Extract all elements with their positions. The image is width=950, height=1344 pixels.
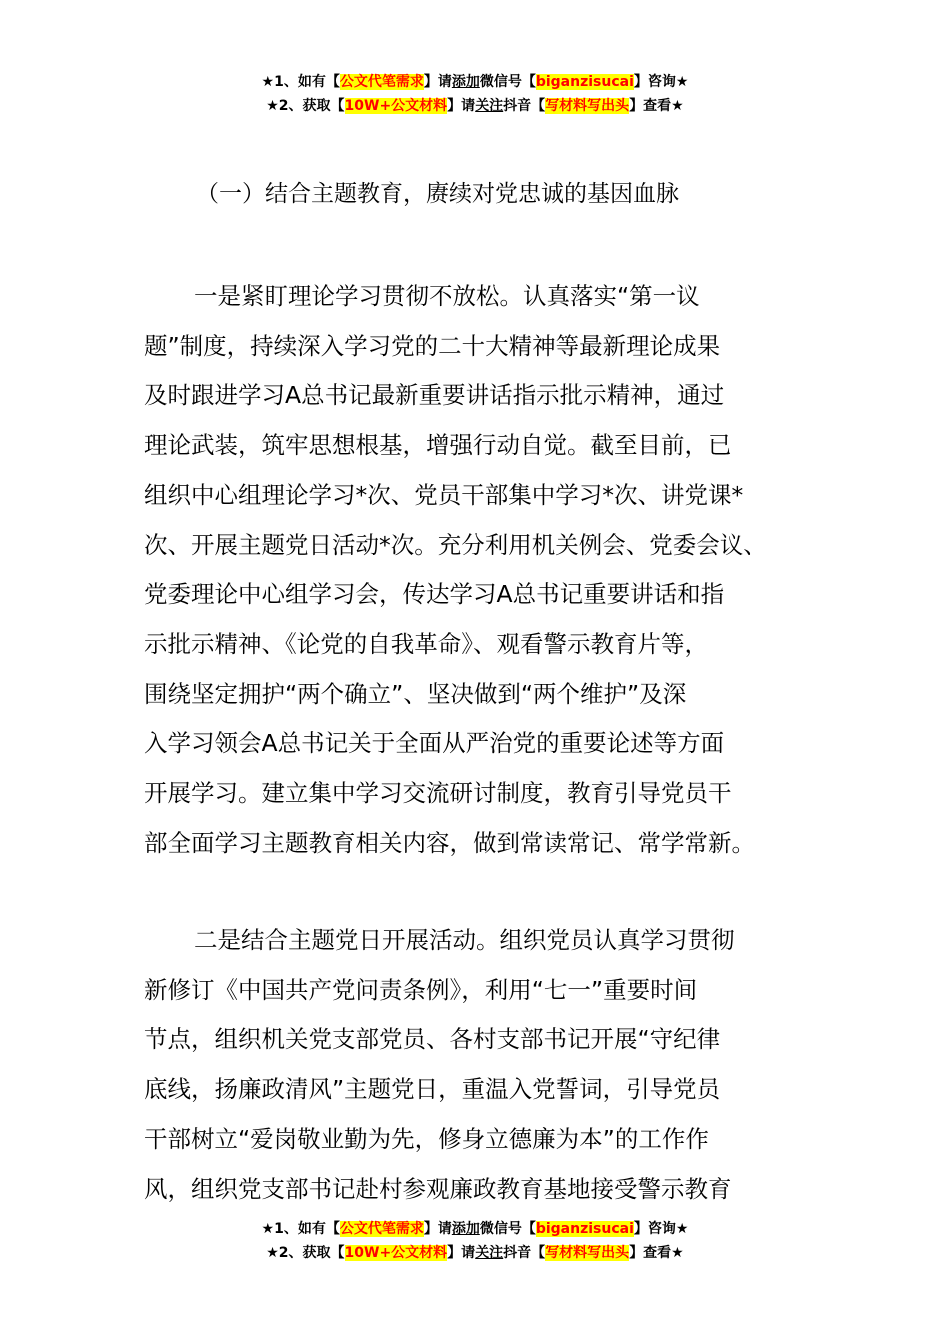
paragraph-line: 组织中心组理论学习*次、党员干部集中学习*次、讲党课* (144, 480, 744, 509)
paragraph-line: 二是结合主题党日开展活动。组织党员认真学习贯彻 (194, 926, 735, 954)
paragraph-line: 底线，扬廉政清风”主题党日，重温入党誓词，引导党员 (144, 1075, 721, 1104)
paragraph-line: 次、开展主题党日活动*次。充分利用机关例会、党委会议、 (144, 530, 767, 559)
paragraph-line: 党委理论中心组学习会，传达学习A总书记重要讲话和指 (144, 580, 725, 609)
banner-highlight: 公文代笔需求 (339, 1221, 424, 1237)
section-heading: （一）结合主题教育，赓续对党忠诚的基因血脉 (196, 181, 679, 207)
paragraph-2 (144, 916, 824, 1214)
paragraph-line: 部全面学习主题教育相关内容，做到常读常记、常学常新。 (144, 828, 755, 857)
banner-text: ★2、获取【 (266, 98, 345, 114)
banner-line-2 (0, 1241, 950, 1265)
banner-line-1 (0, 1217, 950, 1241)
paragraph-line: 及时跟进学习A总书记最新重要讲话指示批示精神，通过 (144, 381, 725, 410)
banner-highlight: 公文代笔需求 (339, 74, 424, 90)
banner-text: 抖音【 (503, 1245, 546, 1261)
banner-emphasis: 添加 (451, 74, 480, 90)
banner-text: 】查看★ (629, 98, 684, 114)
banner-text: 】查看★ (629, 1245, 684, 1261)
paragraph-line: 围绕坚定拥护“两个确立”、坚决做到“两个维护”及深 (144, 679, 687, 708)
banner-highlight: biganzisucai (535, 74, 634, 90)
banner-text: 】咨询★ (633, 1221, 689, 1237)
paragraph-line: 题”制度，持续深入学习党的二十大精神等最新理论成果 (144, 331, 721, 360)
banner-highlight: 写材料写出头 (545, 1245, 630, 1261)
paragraph-line: 干部树立“爱岗敬业勤为先，修身立德廉为本”的工作作 (144, 1124, 709, 1153)
banner-line-2 (0, 94, 950, 118)
paragraph-line: 示批示精神、《论党的自我革命》、观看警示教育片等， (144, 629, 708, 658)
banner-highlight: 10W+公文材料 (344, 1245, 448, 1261)
paragraph-1 (144, 272, 824, 868)
banner-highlight: 写材料写出头 (545, 98, 630, 114)
banner-highlight: 10W+公文材料 (344, 98, 448, 114)
paragraph-line: 新修订《中国共产党问责条例》，利用“七一”重要时间 (144, 975, 698, 1004)
banner-emphasis: 添加 (451, 1221, 480, 1237)
banner-text: 】请 (447, 98, 476, 114)
banner-text: 】咨询★ (633, 74, 689, 90)
banner-text: ★2、获取【 (266, 1245, 345, 1261)
banner-line-1 (0, 70, 950, 94)
banner-text: 】请 (423, 74, 452, 90)
paragraph-line: 理论武装，筑牢思想根基，增强行动自觉。截至目前，已 (144, 431, 732, 460)
banner-text: 微信号【 (479, 74, 536, 90)
paragraph-line: 节点，组织机关党支部党员、各村支部书记开展“守纪律 (144, 1025, 721, 1054)
paragraph-line: 一是紧盯理论学习贯彻不放松。认真落实“第一议 (194, 282, 700, 310)
banner-highlight: biganzisucai (535, 1221, 634, 1237)
header-banner (0, 70, 950, 118)
banner-text: 】请 (423, 1221, 452, 1237)
banner-emphasis: 关注 (475, 98, 504, 114)
banner-text: 】请 (447, 1245, 476, 1261)
banner-text: ★1、如有【 (261, 74, 340, 90)
banner-text: 微信号【 (479, 1221, 536, 1237)
banner-text: 抖音【 (503, 98, 546, 114)
paragraph-line: 风，组织党支部书记赴村参观廉政教育基地接受警示教育 (144, 1174, 732, 1203)
paragraph-line: 入学习领会A总书记关于全面从严治党的重要论述等方面 (144, 729, 725, 758)
banner-emphasis: 关注 (475, 1245, 504, 1261)
footer-banner (0, 1217, 950, 1265)
banner-text: ★1、如有【 (261, 1221, 340, 1237)
paragraph-line: 开展学习。建立集中学习交流研讨制度，教育引导党员干 (144, 779, 732, 808)
